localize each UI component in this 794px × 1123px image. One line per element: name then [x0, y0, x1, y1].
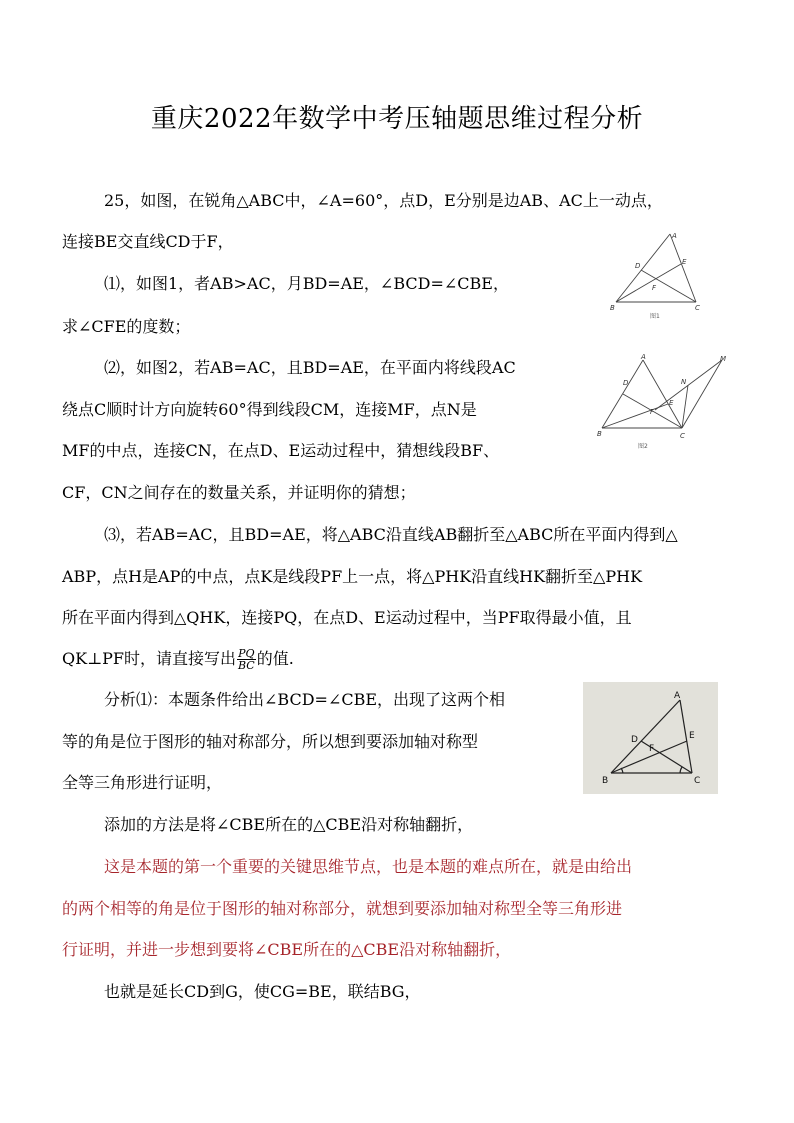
segment-cm: [682, 360, 722, 428]
question-3-text-after-fraction: 的值.: [256, 649, 294, 668]
segment-ab: [616, 234, 670, 302]
fig2-label-m: M: [720, 355, 727, 363]
analysis-line-3: 全等三角形进行证明，: [62, 773, 223, 792]
analysis-line-1: 分析⑴：本题条件给出∠BCD=∠CBE，出现了这两个相: [104, 690, 506, 709]
question-3-line-4: [62, 648, 294, 671]
figure-2-drawing: [596, 352, 730, 454]
fig2-label-b: B: [597, 430, 602, 438]
fig1-label-c: C: [695, 304, 700, 312]
fig1-label-d: D: [635, 262, 641, 270]
question-3-line-2: ABP，点H是AP的中点，点K是线段PF上一点，将△PHK沿直线HK翻折至△PHK: [62, 567, 643, 586]
fig1-label-f: F: [652, 284, 657, 292]
fraction-denominator: BC: [238, 659, 255, 672]
key-point-line-1: 这是本题的第一个重要的关键思维节点，也是本题的难点所在，就是由给出: [104, 857, 633, 876]
question-1-line-1: ⑴，如图1，者AB>AC，月BD=AE，∠BCD=∠CBE，: [104, 274, 509, 293]
pq-over-bc-fraction: [237, 648, 256, 671]
fig1-caption: 图1: [650, 313, 660, 320]
question-3-line-1: ⑶，若AB=AC，且BD=AE，将△ABC沿直线AB翻折至△ABC所在平面内得到△: [104, 525, 678, 544]
photo-label-e: E: [689, 731, 695, 741]
question-2-line-3: MF的中点，连接CN，在点D、E运动过程中，猜想线段BF、: [62, 441, 500, 460]
photo-label-b: B: [602, 776, 609, 786]
figure-1: [608, 230, 708, 322]
segment-cd: [641, 270, 696, 302]
photo-label-c: C: [694, 776, 701, 786]
photo-label-a: A: [674, 691, 681, 701]
fig1-label-b: B: [610, 304, 615, 312]
analysis-line-4: 添加的方法是将∠CBE所在的△CBE沿对称轴翻折，: [104, 815, 474, 834]
question-1-line-2: 求∠CFE的度数；: [62, 317, 191, 336]
fig2-caption: 图2: [638, 443, 648, 450]
analysis-last-line: 也就是延长CD到G，使CG=BE，联结BG，: [104, 982, 421, 1001]
segment-cn: [682, 385, 688, 428]
fig2-label-n: N: [681, 378, 687, 386]
fig2-label-d: D: [623, 379, 629, 387]
fig1-label-a: A: [672, 232, 677, 240]
question-2-line-4: CF，CN之间存在的数量关系，并证明你的猜想；: [62, 483, 416, 502]
question-3-text-before-fraction: QK⊥PF时，请直接写出: [62, 649, 236, 668]
segment-be: [616, 264, 681, 302]
figure-1-drawing: [608, 230, 708, 322]
segment-ab: [602, 360, 643, 428]
page-title: 重庆2022年数学中考压轴题思维过程分析: [150, 104, 644, 134]
photo-label-d: D: [631, 735, 638, 745]
figure-2: [596, 352, 730, 454]
photo-label-f: F: [649, 744, 655, 754]
segment-mf: [655, 360, 722, 410]
problem-line-2: 连接BE交直线CD于F，: [62, 232, 234, 251]
question-3-line-3: 所在平面内得到△QHK，连接PQ，在点D、E运动过程中，当PF取得最小值，且: [62, 608, 632, 627]
analysis-line-2: 等的角是位于图形的轴对称部分，所以想到要添加轴对称型: [62, 732, 479, 751]
question-2-line-1: ⑵，如图2，若AB=AC，且BD=AE，在平面内将线段AC: [104, 358, 516, 377]
fraction-numerator: PQ: [238, 647, 255, 660]
key-point-line-3: 行证明，并进一步想到要将∠CBE所在的△CBE沿对称轴翻折，: [62, 940, 512, 959]
fig2-label-e: E: [669, 399, 674, 407]
question-2-line-2: 绕点C顺时计方向旋转60°得到线段CM，连接MF，点N是: [62, 400, 477, 419]
hand-drawn-figure: [583, 682, 718, 794]
key-point-line-2: 的两个相等的角是位于图形的轴对称部分，就想到要添加轴对称型全等三角形进: [62, 899, 623, 918]
hand-drawn-figure-drawing: [583, 682, 718, 794]
problem-line-1: 25，如图，在锐角△ABC中，∠A=60°，点D，E分别是边AB、AC上一动点，: [104, 191, 663, 210]
fig2-label-c: C: [680, 432, 685, 440]
angle-mark-b: [621, 768, 623, 773]
fig1-label-e: E: [682, 258, 687, 266]
angle-mark-c: [680, 767, 682, 773]
fig2-label-a: A: [641, 353, 646, 361]
segment-ab: [611, 700, 680, 773]
fig2-label-f: F: [650, 408, 655, 416]
